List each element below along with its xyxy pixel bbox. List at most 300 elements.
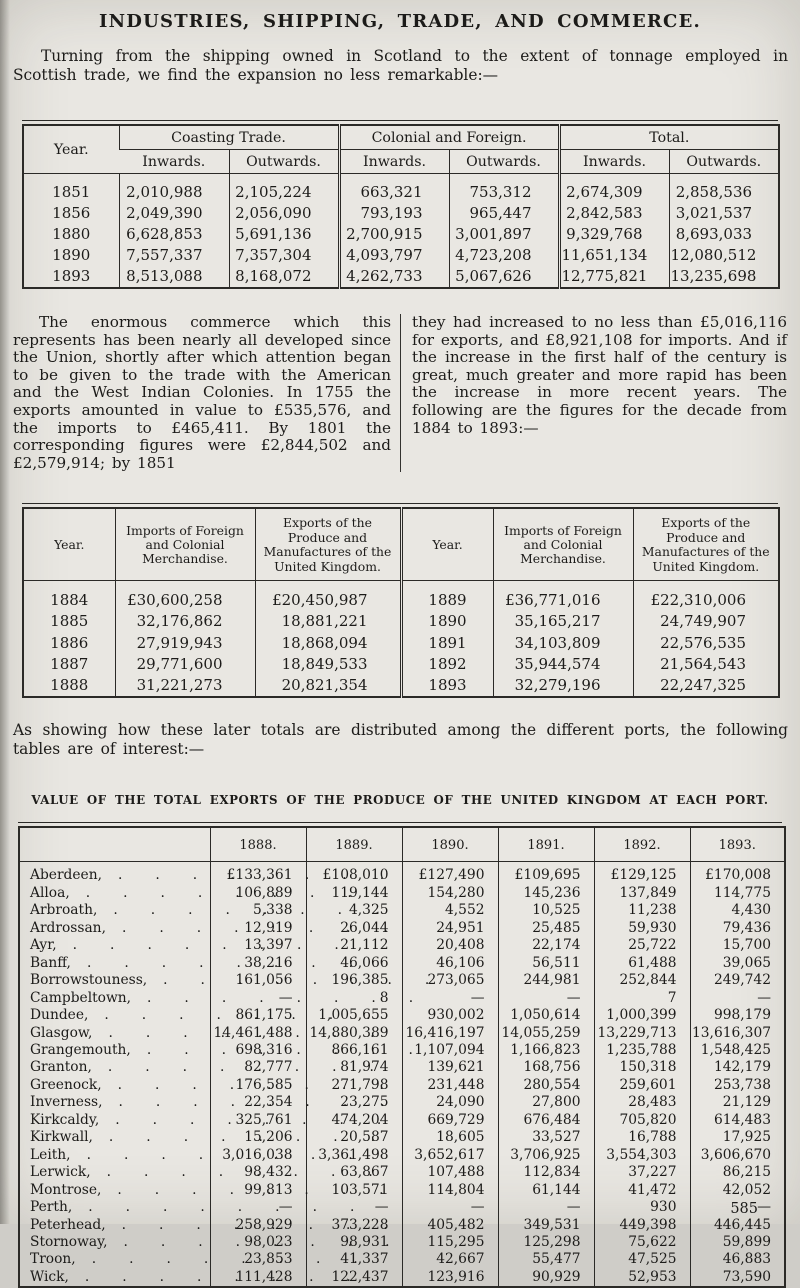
value-cell: 42,667: [402, 1251, 498, 1268]
table-row: [19, 1269, 785, 1287]
year-cell: 1892: [401, 654, 493, 675]
right-column-paragraph: they had increased to no less than £5,016,116 for exports, and £8,921,108 for imports. And if the increase in the first half of the century is great, much greater and more rapid has been the increase in more recent years. The following are the figures for the decade from 1884 to 1893:—: [400, 314, 787, 472]
value-cell: 8,513,088: [119, 266, 229, 288]
port-name-cell: [19, 920, 210, 937]
value-cell: 82,777: [210, 1059, 306, 1076]
value-cell: 3,001,897: [449, 224, 559, 245]
value-cell: 4,430: [690, 902, 785, 919]
ports-table-caption: VALUE OF THE TOTAL EXPORTS OF THE PRODUCE OF THE UNITED KINGDOM AT EACH PORT.: [31, 793, 769, 808]
value-cell: 31,221,273: [115, 675, 255, 697]
value-cell: 59,930: [594, 920, 690, 937]
ports-table-header-row: [19, 827, 785, 862]
table-row: [19, 1042, 785, 1059]
table-row: [19, 1199, 785, 1216]
table-row: [19, 937, 785, 954]
port-name-cell: [19, 990, 210, 1007]
value-cell: 15,700: [690, 937, 785, 954]
port-name-cell: [19, 902, 210, 919]
port-name-cell: [19, 937, 210, 954]
left-column-paragraph: The enormous commerce which this represents has been nearly all developed since the Union, shortly after which attention began to be given to the trade with the American and the West Indian Colonies. In 1755 the exports amounted in value to £535,576, and the imports to £465,411. By 1801 the corresponding figures were £2,844,502 and £2,579,914; by 1851: [13, 313, 391, 472]
table-row: [19, 1059, 785, 1076]
port-name: Glasgow,: [30, 1024, 93, 1041]
year-cell: 1890: [52, 246, 91, 264]
value-cell: 25,722: [594, 937, 690, 954]
value-cell: 14,880,389: [306, 1025, 402, 1042]
port-name: Kirkwall,: [30, 1129, 93, 1146]
value-cell: 26,044: [306, 920, 402, 937]
value-cell: 137,849: [594, 885, 690, 902]
value-cell: 22,174: [498, 937, 594, 954]
colonial-inwards-header: Inwards.: [339, 150, 449, 174]
value-cell: 280,554: [498, 1077, 594, 1094]
port-name: Lerwick,: [30, 1164, 91, 1181]
value-cell: 449,398: [594, 1217, 690, 1234]
two-column-text: [13, 314, 787, 472]
value-cell: 11,651,134: [559, 245, 669, 266]
port-name: Aberdeen,: [30, 867, 102, 884]
value-cell: 5,067,626: [449, 266, 559, 288]
value-cell: 47,525: [594, 1251, 690, 1268]
table-row: [23, 224, 779, 245]
value-cell: 10,525: [498, 902, 594, 919]
value-cell: 196,385: [306, 972, 402, 989]
year-cell: 1893: [401, 675, 493, 697]
value-cell: 676,484: [498, 1112, 594, 1129]
dot-leader: [57, 938, 372, 953]
value-cell: 56,511: [498, 955, 594, 972]
value-cell: 2,674,309: [559, 174, 669, 204]
value-cell: 14,055,259: [498, 1025, 594, 1042]
port-name-cell: [19, 1164, 210, 1181]
value-cell: £108,010: [306, 862, 402, 885]
value-cell: 793,193: [339, 203, 449, 224]
year-cell: 1891: [401, 633, 493, 654]
year-column-header: 1888.: [210, 827, 306, 862]
value-cell: 325,761: [210, 1112, 306, 1129]
value-cell: 3,554,303: [594, 1147, 690, 1164]
year-column-header: 1890.: [402, 827, 498, 862]
table-row: [19, 862, 785, 885]
value-cell: 4,262,733: [339, 266, 449, 288]
value-cell: 125,298: [498, 1234, 594, 1251]
value-cell: 145,236: [498, 885, 594, 902]
year-column-header: Year.: [54, 536, 85, 552]
value-cell: 176,585: [210, 1077, 306, 1094]
value-cell: 12,775,821: [559, 266, 669, 288]
value-cell: 98,023: [210, 1234, 306, 1251]
value-cell: —: [498, 990, 594, 1007]
table-row: [19, 1147, 785, 1164]
year-cell: 1856: [52, 204, 91, 222]
value-cell: 33,527: [498, 1129, 594, 1146]
value-cell: 24,090: [402, 1094, 498, 1111]
value-cell: 35,165,217: [493, 611, 633, 632]
value-cell: 46,106: [402, 955, 498, 972]
value-cell: 4,325: [306, 902, 402, 919]
port-name-cell: [19, 1059, 210, 1076]
value-cell: 930: [594, 1199, 690, 1216]
value-cell: 5,338: [210, 902, 306, 919]
port-column-header: [19, 827, 210, 862]
port-name-cell: [19, 1025, 210, 1042]
trade-values-table-wrapper: [22, 503, 778, 698]
value-cell: 663,321: [339, 174, 449, 204]
value-cell: 2,105,224: [229, 174, 339, 204]
table-row: [19, 902, 785, 919]
value-cell: 965,447: [449, 203, 559, 224]
port-name: Grangemouth,: [30, 1041, 131, 1058]
value-cell: 17,925: [690, 1129, 785, 1146]
value-cell: 122,437: [306, 1269, 402, 1287]
port-name-cell: [19, 972, 210, 989]
dot-leader: [71, 956, 386, 971]
value-cell: 4,552: [402, 902, 498, 919]
value-cell: 34,103,809: [493, 633, 633, 654]
value-cell: 930,002: [402, 1007, 498, 1024]
value-cell: 614,483: [690, 1112, 785, 1129]
value-cell: 139,621: [402, 1059, 498, 1076]
port-name: Leith,: [30, 1146, 71, 1163]
value-cell: 8,168,072: [229, 266, 339, 288]
value-cell: 16,788: [594, 1129, 690, 1146]
value-cell: 273,065: [402, 972, 498, 989]
port-name-cell: [19, 1251, 210, 1268]
value-cell: 20,821,354: [255, 675, 401, 697]
exports-column-header: Exports of the Produce and Manufactures of the United Kingdom.: [633, 508, 779, 580]
value-cell: 15,206: [210, 1129, 306, 1146]
value-cell: 2,858,536: [669, 174, 779, 204]
port-name-cell: [19, 1182, 210, 1199]
value-cell: 24,951: [402, 920, 498, 937]
value-cell: 373,228: [306, 1217, 402, 1234]
total-outwards-header: Outwards.: [669, 150, 779, 174]
trade-values-table: [22, 507, 780, 698]
table-row: [23, 580, 779, 611]
value-cell: 55,477: [498, 1251, 594, 1268]
value-cell: —: [498, 1199, 594, 1216]
port-name-cell: [19, 1077, 210, 1094]
port-name-cell: [19, 1217, 210, 1234]
value-cell: 13,235,698: [669, 266, 779, 288]
value-cell: 39,065: [690, 955, 785, 972]
value-cell: 705,820: [594, 1112, 690, 1129]
tonnage-group-header-row: [23, 125, 779, 150]
value-cell: 4,093,797: [339, 245, 449, 266]
value-cell: 61,488: [594, 955, 690, 972]
value-cell: 753,312: [449, 174, 559, 204]
port-name: Granton,: [30, 1059, 92, 1076]
year-cell: 1880: [52, 225, 91, 243]
value-cell: 7,557,337: [119, 245, 229, 266]
value-cell: 111,428: [210, 1269, 306, 1287]
table-row: [19, 990, 785, 1007]
table-row: [19, 1217, 785, 1234]
table-row: [19, 920, 785, 937]
imports-column-header: Imports of Foreign and Colonial Merchandise.: [493, 508, 633, 580]
value-cell: 23,853: [210, 1251, 306, 1268]
value-cell: £30,600,258: [115, 580, 255, 611]
year-column-header: 1889.: [306, 827, 402, 862]
table-row: [23, 654, 779, 675]
value-cell: 1,548,425: [690, 1042, 785, 1059]
value-cell: 20,408: [402, 937, 498, 954]
value-cell: 6,628,853: [119, 224, 229, 245]
value-cell: 52,953: [594, 1269, 690, 1287]
value-cell: 13,229,713: [594, 1025, 690, 1042]
port-name-cell: [19, 1007, 210, 1024]
total-inwards-header: Inwards.: [559, 150, 669, 174]
ports-exports-table: [18, 826, 786, 1288]
value-cell: 46,066: [306, 955, 402, 972]
value-cell: 79,436: [690, 920, 785, 937]
value-cell: 259,601: [594, 1077, 690, 1094]
port-name: Borrowstouness,: [30, 972, 148, 989]
value-cell: 258,929: [210, 1217, 306, 1234]
value-cell: 16,416,197: [402, 1025, 498, 1042]
value-cell: 271,798: [306, 1077, 402, 1094]
table-row: [19, 955, 785, 972]
value-cell: 446,445: [690, 1217, 785, 1234]
table-row: [19, 1094, 785, 1111]
value-cell: 18,868,094: [255, 633, 401, 654]
value-cell: 115,295: [402, 1234, 498, 1251]
value-cell: 114,804: [402, 1182, 498, 1199]
value-cell: 107,488: [402, 1164, 498, 1181]
value-cell: —: [690, 1199, 785, 1216]
value-cell: 21,112: [306, 937, 402, 954]
table-row: [19, 885, 785, 902]
value-cell: —: [210, 990, 306, 1007]
value-cell: 3,021,537: [669, 203, 779, 224]
value-cell: 998,179: [690, 1007, 785, 1024]
imports-column-header: Imports of Foreign and Colonial Merchandise.: [115, 508, 255, 580]
value-cell: 8,693,033: [669, 224, 779, 245]
value-cell: 61,144: [498, 1182, 594, 1199]
table-row: [23, 675, 779, 697]
value-cell: 2,010,988: [119, 174, 229, 204]
value-cell: 13,397: [210, 937, 306, 954]
port-name: Perth,: [30, 1199, 73, 1216]
value-cell: 7: [594, 990, 690, 1007]
value-cell: 1,000,399: [594, 1007, 690, 1024]
coasting-trade-header: Coasting Trade.: [119, 125, 339, 150]
value-cell: 1,005,655: [306, 1007, 402, 1024]
year-cell: 1884: [50, 590, 89, 609]
year-column-header: Year.: [53, 142, 89, 158]
port-name-cell: [19, 1042, 210, 1059]
value-cell: 3,652,617: [402, 1147, 498, 1164]
port-name: Stornoway,: [30, 1233, 108, 1250]
value-cell: 474,204: [306, 1112, 402, 1129]
dot-leader: [72, 1200, 387, 1215]
port-name: Kirkcaldy,: [30, 1111, 100, 1128]
value-cell: 1,050,614: [498, 1007, 594, 1024]
value-cell: 23,275: [306, 1094, 402, 1111]
table-row: [19, 972, 785, 989]
total-header: Total.: [559, 125, 779, 150]
table-row: [23, 245, 779, 266]
value-cell: 669,729: [402, 1112, 498, 1129]
port-name-cell: [19, 1129, 210, 1146]
value-cell: 3,706,925: [498, 1147, 594, 1164]
page-number: 585: [730, 1201, 758, 1217]
value-cell: 861,175: [210, 1007, 306, 1024]
value-cell: 106,889: [210, 885, 306, 902]
value-cell: 252,844: [594, 972, 690, 989]
table-row: [19, 1234, 785, 1251]
value-cell: £36,771,016: [493, 580, 633, 611]
port-name: Ayr,: [30, 937, 57, 954]
value-cell: 112,834: [498, 1164, 594, 1181]
port-name: Inverness,: [30, 1094, 103, 1111]
value-cell: 21,129: [690, 1094, 785, 1111]
value-cell: £129,125: [594, 862, 690, 885]
value-cell: 3,361,498: [306, 1147, 402, 1164]
year-cell: 1888: [50, 676, 89, 695]
table-row: [19, 1251, 785, 1268]
value-cell: 123,916: [402, 1269, 498, 1287]
value-cell: 63,867: [306, 1164, 402, 1181]
port-name-cell: [19, 1112, 210, 1129]
colonial-foreign-header: Colonial and Foreign.: [339, 125, 559, 150]
value-cell: 59,899: [690, 1234, 785, 1251]
table-row: [19, 1077, 785, 1094]
table-row: [19, 1164, 785, 1181]
ports-intro-paragraph: As showing how these later totals are distributed among the different ports, the following tables are of interest:—: [13, 721, 788, 758]
value-cell: 8: [306, 990, 402, 1007]
year-cell: 1885: [50, 612, 89, 631]
value-cell: 28,483: [594, 1094, 690, 1111]
year-column-header: 1893.: [690, 827, 785, 862]
year-cell: 1887: [50, 654, 89, 673]
table-row: [19, 1025, 785, 1042]
value-cell: 38,216: [210, 955, 306, 972]
value-cell: —: [402, 1199, 498, 1216]
port-name: Dundee,: [30, 1007, 89, 1024]
value-cell: £22,310,006: [633, 580, 779, 611]
value-cell: 154,280: [402, 885, 498, 902]
value-cell: 22,247,325: [633, 675, 779, 697]
table-row: [23, 174, 779, 204]
value-cell: 142,179: [690, 1059, 785, 1076]
value-cell: 41,337: [306, 1251, 402, 1268]
value-cell: 3,016,038: [210, 1147, 306, 1164]
value-cell: 99,813: [210, 1182, 306, 1199]
port-name-cell: [19, 1147, 210, 1164]
value-cell: 20,587: [306, 1129, 402, 1146]
value-cell: 41,472: [594, 1182, 690, 1199]
table-row: [23, 633, 779, 654]
tonnage-table-wrapper: [22, 120, 778, 289]
value-cell: 405,482: [402, 1217, 498, 1234]
port-name: Wick,: [30, 1268, 69, 1285]
value-cell: 7,357,304: [229, 245, 339, 266]
table-row: [19, 1007, 785, 1024]
tonnage-sub-header-row: [23, 150, 779, 174]
table-row: [23, 203, 779, 224]
value-cell: 119,144: [306, 885, 402, 902]
value-cell: 98,931: [306, 1234, 402, 1251]
value-cell: 11,238: [594, 902, 690, 919]
year-column-header: 1891.: [498, 827, 594, 862]
value-cell: —: [690, 990, 785, 1007]
value-cell: £170,008: [690, 862, 785, 885]
year-cell: 1893: [52, 267, 91, 285]
year-cell: 1851: [52, 183, 91, 201]
value-cell: 90,929: [498, 1269, 594, 1287]
value-cell: 42,052: [690, 1182, 785, 1199]
year-column-header: 1892.: [594, 827, 690, 862]
table-row: [23, 611, 779, 632]
table-row: [19, 1129, 785, 1146]
value-cell: 168,756: [498, 1059, 594, 1076]
value-cell: 18,881,221: [255, 611, 401, 632]
port-name: Troon,: [30, 1251, 76, 1268]
value-cell: 249,742: [690, 972, 785, 989]
year-column-header: Year.: [401, 508, 493, 580]
value-cell: 2,842,583: [559, 203, 669, 224]
value-cell: 2,700,915: [339, 224, 449, 245]
dot-leader: [147, 973, 462, 988]
port-name-cell: [19, 862, 210, 885]
value-cell: 75,622: [594, 1234, 690, 1251]
value-cell: 698,316: [210, 1042, 306, 1059]
port-name-cell: [19, 1199, 210, 1216]
port-name: Ardrossan,: [30, 919, 106, 936]
value-cell: 103,571: [306, 1182, 402, 1199]
value-cell: 24,749,907: [633, 611, 779, 632]
port-name-cell: [19, 1269, 210, 1287]
exports-column-header: Exports of the Produce and Manufactures of the United Kingdom.: [255, 508, 401, 580]
value-cell: 81,974: [306, 1059, 402, 1076]
value-cell: 349,531: [498, 1217, 594, 1234]
port-name-cell: [19, 1094, 210, 1111]
value-cell: £127,490: [402, 862, 498, 885]
value-cell: 866,161: [306, 1042, 402, 1059]
intro-paragraph: Turning from the shipping owned in Scotland to the extent of tonnage employed in Scottish trade, we find the expansion no less remarkable:—: [13, 47, 788, 84]
port-name: Campbeltown,: [30, 989, 132, 1006]
port-name-cell: [19, 955, 210, 972]
value-cell: 114,775: [690, 885, 785, 902]
ports-exports-table-wrapper: [18, 822, 782, 1288]
value-cell: 231,448: [402, 1077, 498, 1094]
value-cell: 46,883: [690, 1251, 785, 1268]
port-name: Peterhead,: [30, 1216, 106, 1233]
port-name-cell: [19, 885, 210, 902]
value-cell: —: [402, 990, 498, 1007]
value-cell: 32,279,196: [493, 675, 633, 697]
year-cell: 1890: [401, 611, 493, 632]
value-cell: 1,166,823: [498, 1042, 594, 1059]
page-title: INDUSTRIES, SHIPPING, TRADE, AND COMMERCE.: [99, 11, 701, 32]
value-cell: 150,318: [594, 1059, 690, 1076]
tonnage-table: [22, 124, 780, 289]
value-cell: 86,215: [690, 1164, 785, 1181]
coasting-outwards-header: Outwards.: [229, 150, 339, 174]
value-cell: £109,695: [498, 862, 594, 885]
value-cell: 29,771,600: [115, 654, 255, 675]
value-cell: 9,329,768: [559, 224, 669, 245]
value-cell: 13,616,307: [690, 1025, 785, 1042]
value-cell: 2,049,390: [119, 203, 229, 224]
table-row: [19, 1182, 785, 1199]
colonial-outwards-header: Outwards.: [449, 150, 559, 174]
value-cell: 2,056,090: [229, 203, 339, 224]
value-cell: 22,576,535: [633, 633, 779, 654]
trade-values-header-row: [23, 508, 779, 580]
value-cell: 27,919,943: [115, 633, 255, 654]
value-cell: £133,361: [210, 862, 306, 885]
